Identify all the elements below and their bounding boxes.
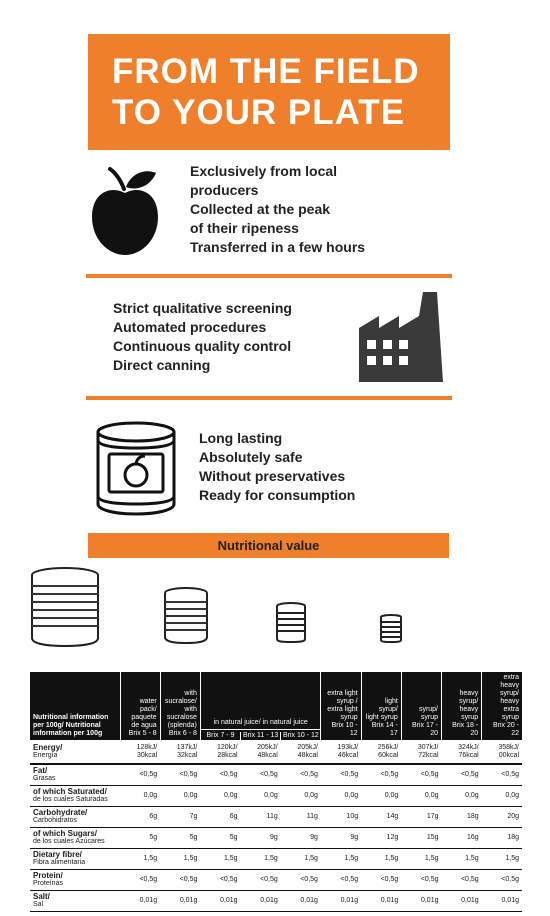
table-cell: <0,5g bbox=[361, 870, 401, 891]
table-cell: 9g bbox=[281, 828, 321, 849]
local-producers-section bbox=[190, 162, 365, 257]
quality-section bbox=[113, 299, 292, 375]
table-cell: 324kJ/ 76kcal bbox=[442, 740, 482, 764]
nutrient-label bbox=[30, 740, 120, 764]
nutrient-name-es: Fibra alimentaria bbox=[33, 859, 86, 866]
table-cell: 1,5g bbox=[241, 849, 281, 870]
banner-line-2: TO YOUR PLATE bbox=[112, 93, 406, 132]
table-cell: 6g bbox=[120, 807, 160, 828]
table-cell: 1,5g bbox=[401, 849, 441, 870]
table-row bbox=[30, 740, 522, 764]
tin-can-icon bbox=[379, 614, 403, 644]
table-cell: 6g bbox=[200, 807, 240, 828]
table-cell: 17g bbox=[401, 807, 441, 828]
nutritional-value-banner: Nutritional value bbox=[88, 533, 449, 558]
nutrient-name: Carbohydrate/ bbox=[33, 808, 88, 817]
table-cell: 11g bbox=[241, 807, 281, 828]
table-cell: 18g bbox=[482, 828, 522, 849]
nutrient-name-es: Proteínas bbox=[33, 880, 63, 887]
table-cell: 193kJ/ 46kcal bbox=[321, 740, 361, 764]
table-cell: 18g bbox=[442, 807, 482, 828]
table-cell: <0,5g bbox=[160, 764, 200, 786]
nutrient-name: Dietary fibre/ bbox=[33, 850, 82, 859]
nutrient-label bbox=[30, 828, 120, 849]
table-cell: 0,0g bbox=[321, 786, 361, 807]
nutrient-label bbox=[30, 807, 120, 828]
nutrient-label bbox=[30, 786, 120, 807]
table-header-row bbox=[30, 672, 522, 740]
table-cell: 1,5g bbox=[160, 849, 200, 870]
benefits-section bbox=[199, 429, 355, 505]
column-header: with sucralose/ with sucralose (splenda) Brix 6 - 8 bbox=[160, 672, 200, 740]
factory-icon bbox=[359, 292, 445, 382]
table-cell: 128kJ/ 30kcal bbox=[120, 740, 160, 764]
table-cell: <0,5g bbox=[241, 870, 281, 891]
table-cell: 0,01g bbox=[442, 891, 482, 912]
feature-text: Absolutely safe bbox=[199, 449, 303, 465]
juice-group-header: in natural juice/ in natural juice bbox=[201, 719, 321, 730]
table-cell: 0,01g bbox=[160, 891, 200, 912]
table-cell: 0,01g bbox=[361, 891, 401, 912]
nutrition-table bbox=[30, 672, 522, 912]
table-header-label: Nutritional information per 100g/ Nutritional information per 100g bbox=[30, 672, 120, 740]
table-cell: 0,01g bbox=[241, 891, 281, 912]
table-row bbox=[30, 828, 522, 849]
feature-text: Continuous quality control bbox=[113, 338, 292, 354]
nutrient-name-es: Grasas bbox=[33, 775, 56, 782]
table-cell: 14g bbox=[361, 807, 401, 828]
table-cell: 5g bbox=[200, 828, 240, 849]
table-cell: <0,5g bbox=[160, 870, 200, 891]
column-header: heavy syrup/ heavy syrup Brix 18 - 20 bbox=[442, 672, 482, 740]
banner-line-1: FROM THE FIELD bbox=[112, 52, 420, 91]
nutrient-name: Salt/ bbox=[33, 892, 50, 901]
nutrient-name-es: Sal bbox=[33, 901, 44, 908]
table-cell: 1,5g bbox=[442, 849, 482, 870]
table-cell: 0,01g bbox=[401, 891, 441, 912]
table-cell: <0,5g bbox=[321, 870, 361, 891]
table-cell: <0,5g bbox=[120, 764, 160, 786]
column-header: extra light syrup / extra light syrup Brix 10 - 12 bbox=[321, 672, 361, 740]
table-row bbox=[30, 786, 522, 807]
table-cell: 0,01g bbox=[482, 891, 522, 912]
table-cell: <0,5g bbox=[442, 870, 482, 891]
table-cell: 0,0g bbox=[160, 786, 200, 807]
feature-text: Without preservatives bbox=[199, 468, 346, 484]
table-cell: <0,5g bbox=[401, 870, 441, 891]
feature-text: Exclusively from local bbox=[190, 163, 338, 179]
nutrient-name-es: Carbohidratos bbox=[33, 817, 77, 824]
feature-text: Direct canning bbox=[113, 357, 211, 373]
table-cell: 0,0g bbox=[120, 786, 160, 807]
table-cell: 120kJ/ 28kcal bbox=[200, 740, 240, 764]
tin-can-icon bbox=[30, 566, 100, 648]
table-cell: 137kJ/ 32kcal bbox=[160, 740, 200, 764]
nutrient-name: of which Sugars/ bbox=[33, 829, 98, 838]
table-cell: 0,01g bbox=[281, 891, 321, 912]
table-cell: <0,5g bbox=[482, 764, 522, 786]
table-cell: <0,5g bbox=[241, 764, 281, 786]
tin-can-icon bbox=[275, 602, 307, 644]
table-cell: 1,5g bbox=[200, 849, 240, 870]
divider bbox=[86, 274, 452, 278]
feature-text: Ready for consumption bbox=[199, 487, 356, 503]
divider bbox=[86, 396, 452, 400]
table-cell: 0,01g bbox=[120, 891, 160, 912]
feature-text: Automated procedures bbox=[113, 319, 267, 335]
feature-text: producers bbox=[190, 182, 259, 198]
table-cell: <0,5g bbox=[120, 870, 160, 891]
column-header: syrup/ syrup Brix 17 - 20 bbox=[401, 672, 441, 740]
table-cell: 1,5g bbox=[281, 849, 321, 870]
table-cell: 16g bbox=[442, 828, 482, 849]
table-cell: <0,5g bbox=[361, 764, 401, 786]
table-cell: 307kJ/ 72kcal bbox=[401, 740, 441, 764]
table-cell: <0,5g bbox=[401, 764, 441, 786]
nutrient-name: Protein/ bbox=[33, 871, 63, 880]
feature-text: of their ripeness bbox=[190, 220, 299, 236]
table-row bbox=[30, 870, 522, 891]
table-cell: 0,0g bbox=[200, 786, 240, 807]
table-cell: 7g bbox=[160, 807, 200, 828]
table-cell: 9g bbox=[241, 828, 281, 849]
feature-text: Transferred in a few hours bbox=[190, 239, 366, 255]
table-cell: <0,5g bbox=[281, 870, 321, 891]
table-cell: <0,5g bbox=[321, 764, 361, 786]
table-cell: <0,5g bbox=[200, 870, 240, 891]
table-cell: 0,0g bbox=[361, 786, 401, 807]
table-cell: 5g bbox=[120, 828, 160, 849]
table-cell: 0,0g bbox=[482, 786, 522, 807]
nutrient-name: Fat/ bbox=[33, 766, 48, 775]
column-header: light syrup/ light syrup Brix 14 - 17 bbox=[361, 672, 401, 740]
table-cell: 1,5g bbox=[361, 849, 401, 870]
table-cell: 0,0g bbox=[401, 786, 441, 807]
table-cell: 11g bbox=[281, 807, 321, 828]
tin-can-icon bbox=[163, 587, 209, 645]
nutrient-name-es: de los cuales Saturadas bbox=[33, 796, 108, 803]
table-cell: 1,5g bbox=[482, 849, 522, 870]
nutrient-name: of which Saturated/ bbox=[33, 787, 107, 796]
nutrient-name: Energy/ bbox=[33, 742, 63, 752]
feature-text: Long lasting bbox=[199, 430, 283, 446]
table-cell: <0,5g bbox=[281, 764, 321, 786]
table-cell: 0,0g bbox=[442, 786, 482, 807]
table-cell: 256kJ/ 60kcal bbox=[361, 740, 401, 764]
table-cell: 205kJ/ 48kcal bbox=[281, 740, 321, 764]
table-cell: <0,5g bbox=[442, 764, 482, 786]
table-cell: 1,5g bbox=[321, 849, 361, 870]
table-cell: 0,0g bbox=[241, 786, 281, 807]
table-cell: 205kJ/ 48kcal bbox=[241, 740, 281, 764]
nutrient-label bbox=[30, 870, 120, 891]
table-row bbox=[30, 891, 522, 912]
table-cell: <0,5g bbox=[200, 764, 240, 786]
nutrient-label bbox=[30, 891, 120, 912]
table-row bbox=[30, 849, 522, 870]
column-header: extra heavy syrup/ heavy extra syrup Brix 20 - 22 bbox=[482, 672, 522, 740]
nutrient-label bbox=[30, 764, 120, 786]
table-cell: 15g bbox=[401, 828, 441, 849]
peach-icon bbox=[90, 163, 160, 257]
nutrient-name-es: Energía bbox=[33, 751, 58, 759]
feature-text: Collected at the peak bbox=[190, 201, 331, 217]
table-cell: 10g bbox=[321, 807, 361, 828]
table-cell: 0,01g bbox=[321, 891, 361, 912]
table-cell: 0,01g bbox=[200, 891, 240, 912]
table-cell: 0,0g bbox=[281, 786, 321, 807]
title-banner bbox=[88, 34, 450, 150]
nutrient-label bbox=[30, 849, 120, 870]
table-cell: <0,5g bbox=[482, 870, 522, 891]
feature-text: Strict qualitative screening bbox=[113, 300, 292, 316]
can-icon bbox=[93, 420, 179, 516]
table-cell: 1,5g bbox=[120, 849, 160, 870]
table-cell: 5g bbox=[160, 828, 200, 849]
table-row bbox=[30, 764, 522, 786]
column-header: in natural juice/ in natural juice Brix 7 - 9 Brix 11 - 13 Brix 10 - 12 bbox=[200, 672, 321, 740]
nutrient-name-es: de los cuales Azúcares bbox=[33, 838, 105, 845]
table-row bbox=[30, 807, 522, 828]
table-cell: 20g bbox=[482, 807, 522, 828]
table-cell: 358kJ/ 00kcal bbox=[482, 740, 522, 764]
table-cell: 9g bbox=[321, 828, 361, 849]
table-cell: 12g bbox=[361, 828, 401, 849]
column-header: water pack/ paquete de agua Brix 5 - 8 bbox=[120, 672, 160, 740]
